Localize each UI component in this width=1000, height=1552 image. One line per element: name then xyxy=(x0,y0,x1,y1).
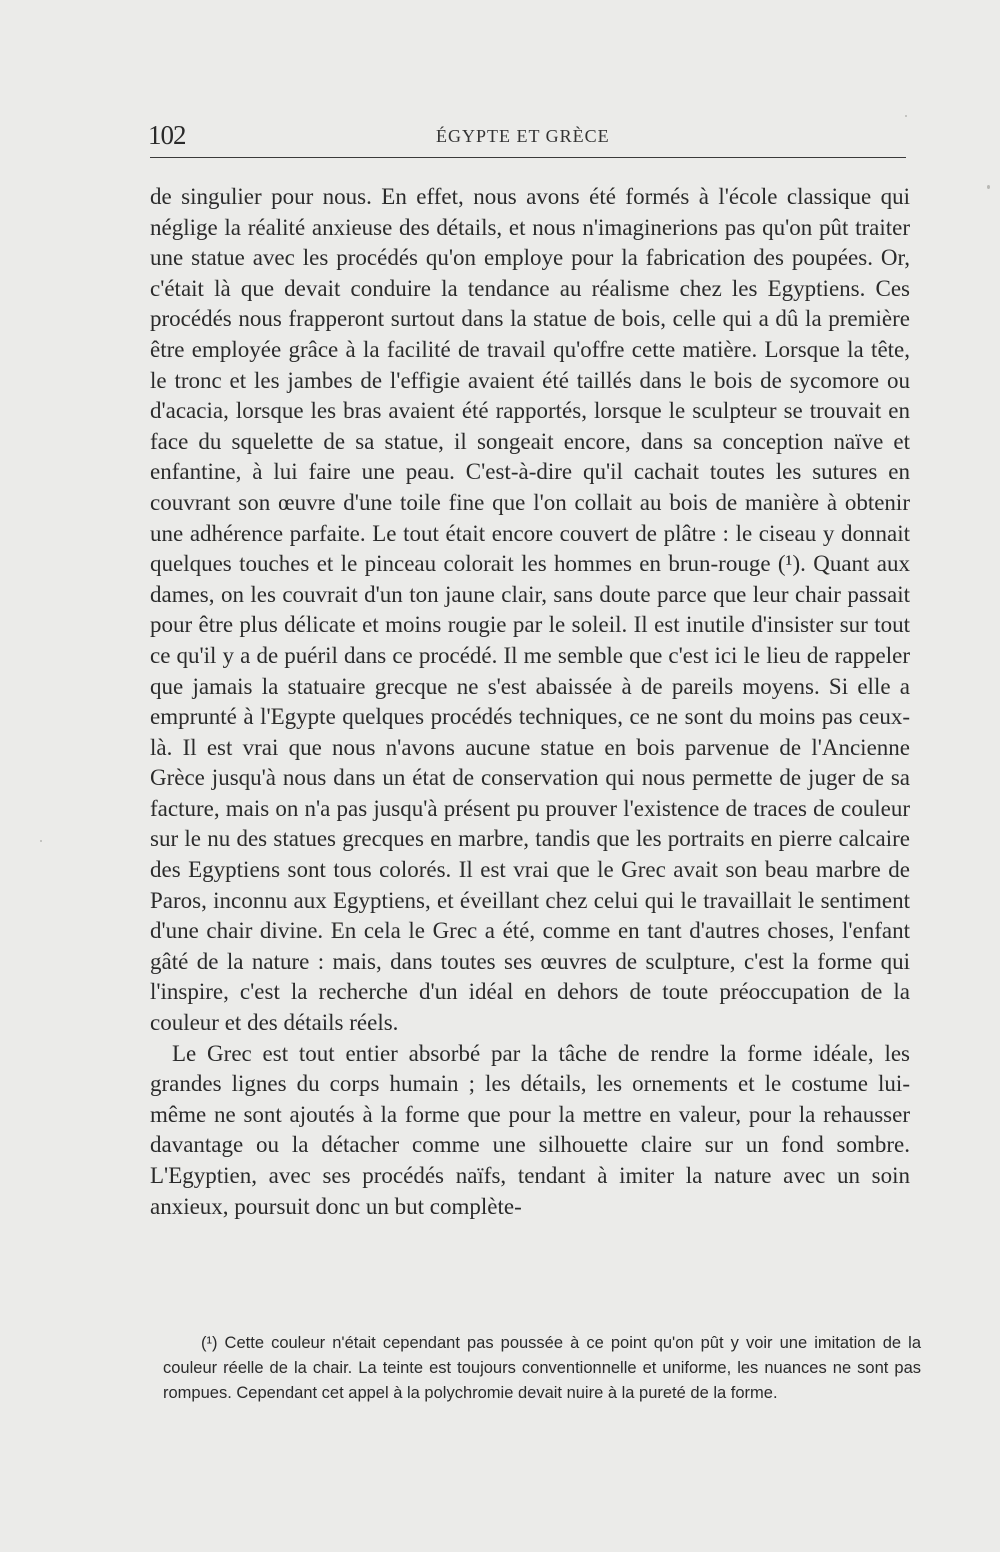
footnote-text: (¹) Cette couleur n'était cependant pas poussée à ce point qu'on pût y voir une imitation de la couleur réelle de la chair. La teinte est toujours conventionnelle et uniforme, les nuances ne sont pas rompues. Cependant cet appel à la polychromie devait nuire à la pureté de la forme. xyxy=(163,1334,921,1402)
paragraph-2: Le Grec est tout entier absorbé par la tâche de rendre la forme idéale, les grandes lignes du corps humain ; les détails, les ornements et le costume lui-même ne sont ajoutés à la forme que pour la mettre en valeur, pour la rehausser davantage ou la détacher comme une silhouette claire sur un fond sombre. L'Egyptien, avec ses procédés naïfs, tendant à imiter la nature avec un soin anxieux, poursuit donc un but complète- xyxy=(150,1040,910,1219)
header-rule xyxy=(150,157,906,158)
running-title: ÉGYPTE ET GRÈCE xyxy=(436,126,610,146)
paragraph-1: de singulier pour nous. En effet, nous avons été formés à l'école classique qui néglige la réalité anxieuse des détails, et nous n'imaginerions pas qu'on pût traiter une statue avec les procédés qu'on employe pour la fabrication des poupées. Or, c'était là que devait conduire la tendance au réalisme chez les Egyptiens. Ces procédés nous frapperont surtout dans la statue de bois, celle qui a dû la première être employée grâce à la facilité de travail qu'offre cette matière. Lorsque la tête, le tronc et les jambes de l'effigie avaient été taillés dans le bois de sycomore ou d'acacia, lorsque les bras avaient été rapportés, lorsque le sculpteur se trouvait en face du squelette de sa statue, il songeait encore, dans sa conception naïve et enfantine, à lui faire une peau. C'est-à-dire qu'il cachait toutes les sutures en couvrant son œuvre d'une toile fine que l'on collait au bois de manière à obtenir une adhérence parfaite. Le tout était encore couvert de plâtre : le ciseau y donnait quelques touches et le pinceau colorait les hommes en brun-rouge (¹). Quant aux dames, on les couvrait d'un ton jaune clair, sans doute parce que leur chair passait pour être plus délicate et moins rougie par le soleil. Il est inutile d'insister sur tout ce qu'il y a de puéril dans ce procédé. Il me semble que c'est ici le lieu de rappeler que jamais la statuaire grecque ne s'est abaissée à de pareils moyens. Si elle a emprunté à l'Egypte quelques procédés techniques, ce ne sont du moins pas ceux-là. Il est vrai que nous n'avons aucune statue en bois parvenue de l'Ancienne Grèce jusqu'à nous dans un état de conservation qui nous permette de juger de sa facture, mais on n'a pas jusqu'à présent pu prouver l'existence de traces de couleur sur le nu des statues grecques en marbre, tandis que les portraits en pierre calcaire des Egyptiens sont tous colorés. Il est vrai que le Grec avait son beau marbre de Paros, inconnu aux Egyptiens, et éveillant chez celui qui le travaillait le sentiment d'une chair divine. En cela le Grec a été, comme en tant d'autres choses, l'enfant gâté de la nature : mais, dans toutes ses œuvres de sculpture, c'est la forme qui l'inspire, c'est la recherche d'un idéal en dehors de toute préoccupation de la couleur et des détails réels. xyxy=(150,184,910,1036)
paper-speck xyxy=(987,185,990,189)
page-number: 102 xyxy=(148,120,186,150)
page-header xyxy=(148,120,908,160)
paper-speck xyxy=(40,840,42,842)
paper-speck xyxy=(905,115,907,117)
footnote xyxy=(163,1331,921,1405)
main-text xyxy=(150,182,910,1222)
